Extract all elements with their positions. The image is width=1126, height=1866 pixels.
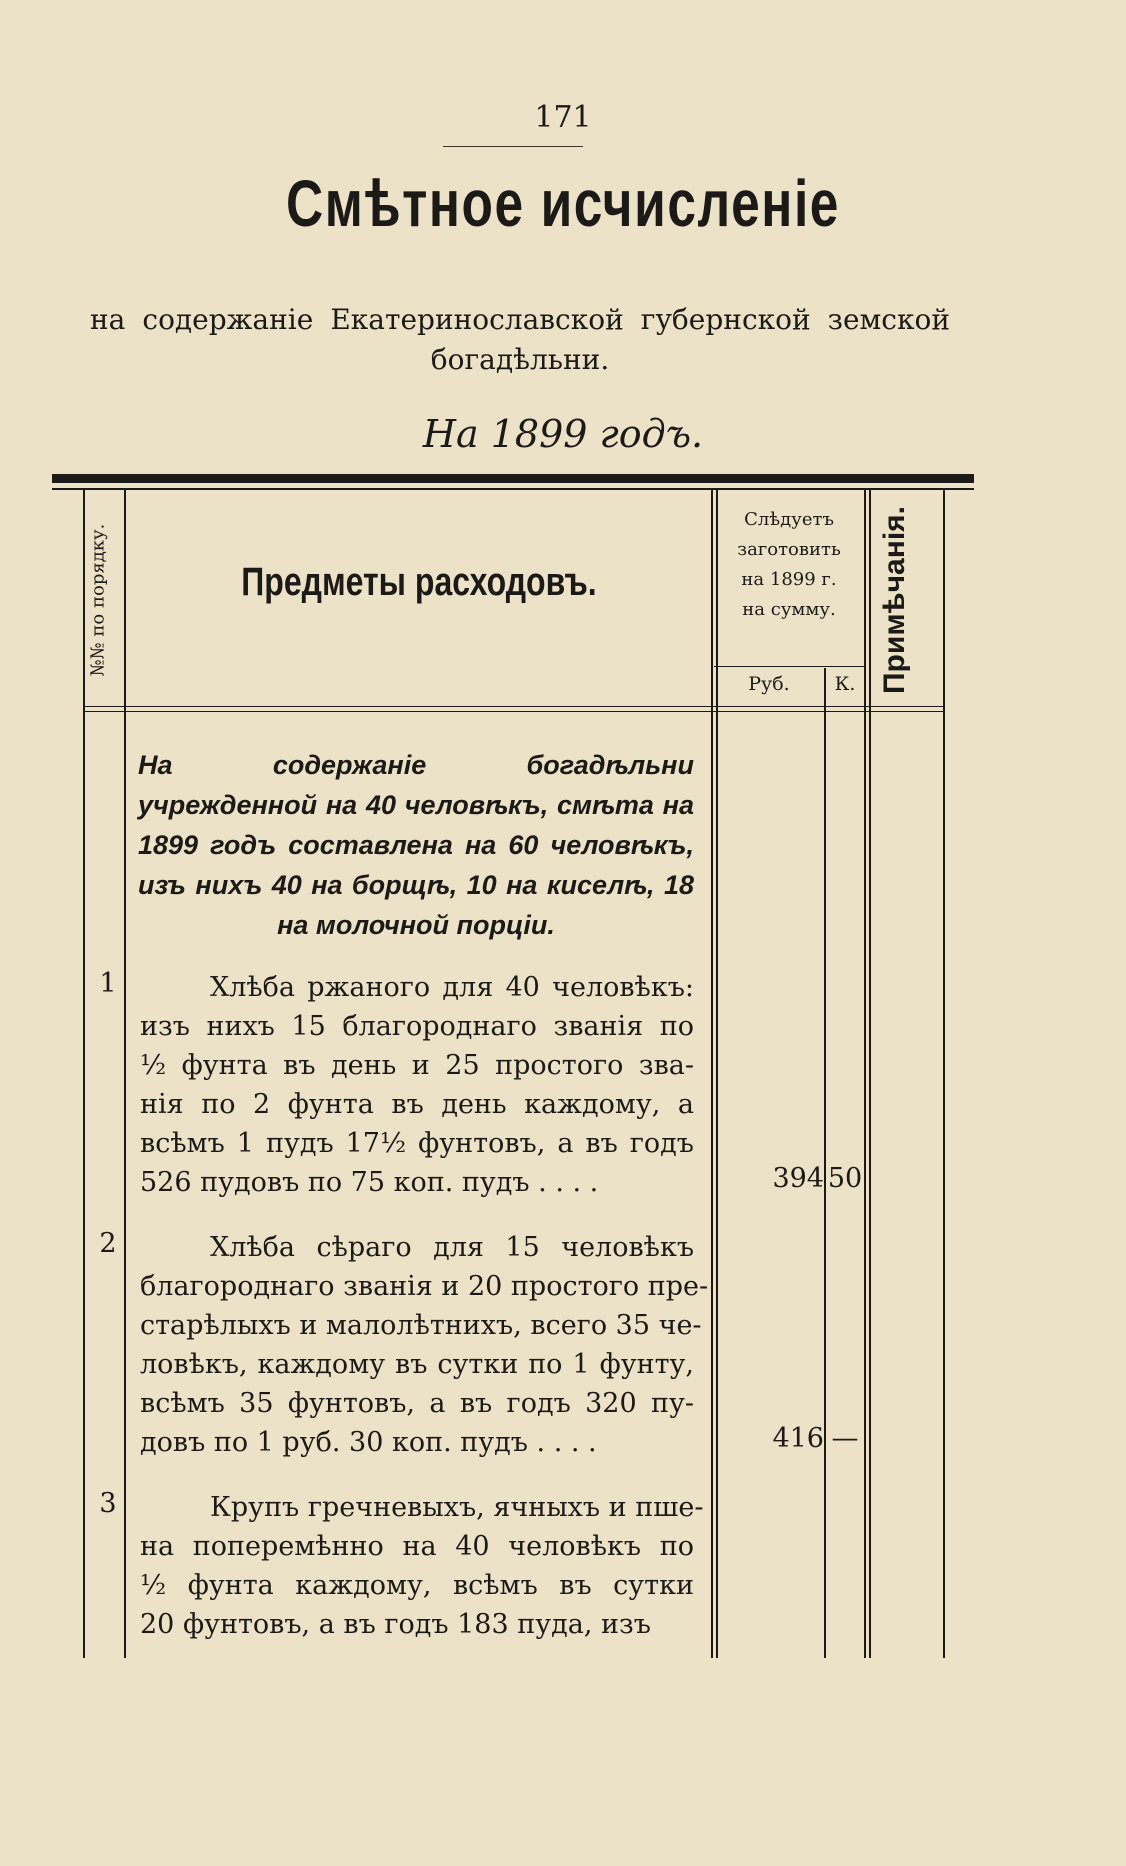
page-number: 171 (534, 100, 592, 135)
header-sum-line: на 1899 г. (741, 569, 837, 590)
table-top-thin-rule (52, 488, 974, 490)
column-divider-sum (864, 490, 866, 1658)
page-number-rule (443, 146, 583, 147)
row-number: 1 (99, 968, 117, 999)
row-line: благороднаго званія и 20 простого пре- (140, 1271, 709, 1302)
header-kop: К. (834, 673, 856, 695)
row-line: довъ по 1 руб. 30 коп. пудъ . . . . (140, 1427, 597, 1458)
header-sum-line: на сумму. (742, 599, 836, 620)
column-divider-items (711, 490, 713, 1658)
header-items: Предметы расходовъ. (241, 560, 597, 604)
row-line: нія по 2 фунта въ день каждому, а (140, 1089, 694, 1120)
row-line: ловѣкъ, каждому въ сутки по 1 фунту, (140, 1349, 694, 1380)
header-bottom-rule-2 (83, 711, 945, 712)
header-bottom-rule (83, 706, 945, 707)
row-text (140, 968, 694, 1202)
row-line: всѣмъ 35 фунтовъ, а въ годъ 320 пу- (140, 1388, 694, 1419)
row-amount-rub: 416 (772, 1423, 824, 1454)
row-line: старѣлыхъ и малолѣтнихъ, всего 35 че- (140, 1310, 702, 1341)
header-rub: Руб. (748, 673, 790, 695)
row-line: 526 пудовъ по 75 коп. пудъ . . . . (140, 1167, 599, 1198)
header-sum (714, 505, 864, 625)
row-text (140, 1488, 704, 1644)
row-number: 2 (99, 1228, 117, 1259)
document-title: Смѣтное исчисленіе (286, 166, 840, 240)
row-number: 3 (99, 1488, 117, 1519)
header-sum-line: Слѣдуетъ (744, 509, 834, 530)
row-text (140, 1228, 709, 1462)
row-line: Хлѣба ржаного для 40 человѣкъ: (210, 972, 694, 1003)
intro-paragraph: На содержаніе богадѣльни учрежденной на 40 человѣкъ, смѣта на 1899 годъ составлена на 60 человѣкъ, изъ нихъ 40 на борщѣ, 10 на киселѣ, 18 на молочной порціи. (138, 750, 694, 940)
column-divider-number (124, 490, 126, 1658)
header-sum-line: заготовить (737, 539, 841, 560)
header-number: №№ по порядку. (87, 523, 109, 677)
row-amount-rub: 394 (772, 1163, 824, 1194)
row-line: Хлѣба сѣраго для 15 человѣкъ (210, 1232, 694, 1263)
row-amount-kop: 50 (827, 1163, 863, 1194)
header-sum-subrule (714, 666, 864, 667)
row-line: изъ нихъ 15 благороднаго званія по (140, 1011, 694, 1042)
row-line: 20 фунтовъ, а въ годъ 183 пуда, изъ (140, 1609, 651, 1640)
header-notes: Примѣчанія. (878, 506, 911, 694)
budget-year: На 1899 годъ. (422, 412, 704, 456)
document-subtitle: на содержаніе Екатеринославской губернской земской богадѣльни. (90, 303, 950, 376)
row-line: ½ фунта каждому, всѣмъ въ сутки (140, 1570, 694, 1601)
row-amount-kop: — (831, 1423, 859, 1454)
row-line: ½ фунта въ день и 25 простого зва- (140, 1050, 694, 1081)
table-right-border (943, 490, 945, 1658)
table-top-thick-rule (52, 474, 974, 483)
row-line: Крупъ гречневыхъ, ячныхъ и пше- (210, 1492, 704, 1523)
row-line: на поперемѣнно на 40 человѣкъ по (140, 1531, 694, 1562)
row-line: всѣмъ 1 пудъ 17½ фунтовъ, а въ годъ (140, 1128, 694, 1159)
